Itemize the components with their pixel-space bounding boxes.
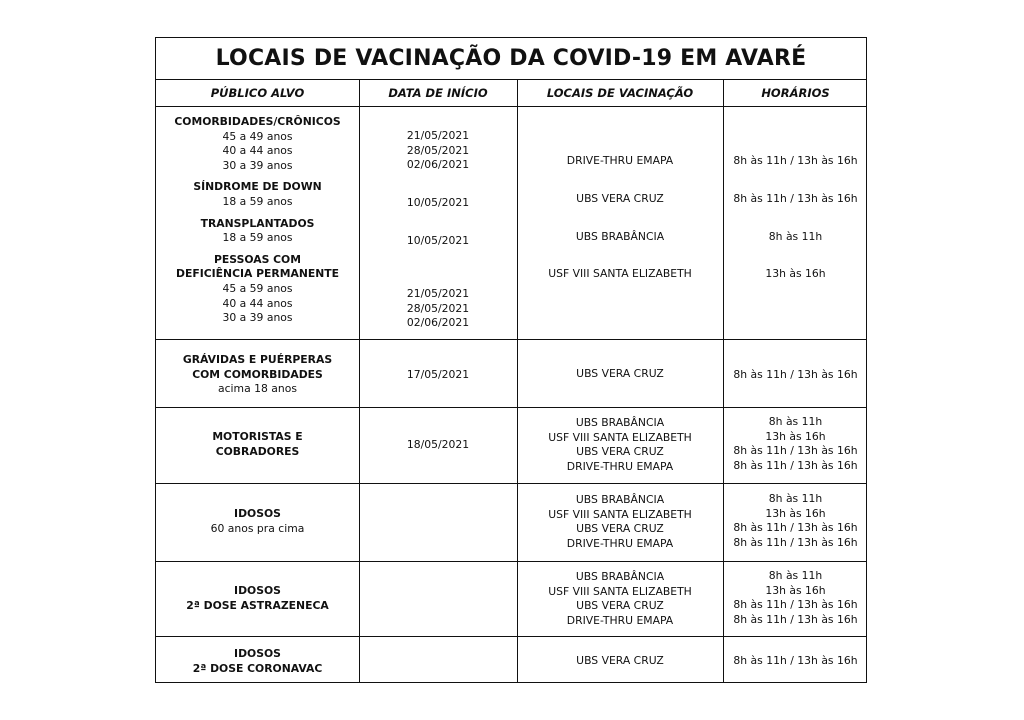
- age-range: 30 a 39 anos: [222, 311, 293, 325]
- location: [517, 267, 723, 282]
- location: DRIVE-THRU EMAPA: [566, 613, 674, 627]
- schedule: 8h às 11h / 13h às 16h: [733, 612, 858, 626]
- header-publico-alvo: PÚBLICO ALVO: [210, 86, 305, 100]
- schedule: [723, 368, 868, 383]
- schedule: [723, 154, 868, 169]
- age-range: 40 a 44 anos: [222, 296, 293, 310]
- start-date: 28/05/2021: [406, 301, 470, 315]
- location: UBS BRABÂNCIA: [575, 570, 665, 583]
- schedule-list: [723, 569, 868, 627]
- row-divider: [156, 561, 866, 562]
- start-date: [359, 196, 517, 211]
- location-text: UBS VERA CRUZ: [576, 192, 664, 205]
- schedule-text: 13h às 16h: [765, 267, 826, 280]
- schedule: 8h às 11h: [768, 492, 823, 505]
- location-list: [517, 493, 723, 551]
- group-label: TRANSPLANTADOS: [200, 216, 315, 230]
- location: DRIVE-THRU EMAPA: [566, 536, 674, 550]
- start-date-text: 10/05/2021: [406, 196, 470, 209]
- schedule: [723, 192, 868, 207]
- age-range: 40 a 44 anos: [222, 144, 293, 158]
- group-label: PESSOAS COM: [214, 252, 301, 266]
- location: UBS VERA CRUZ: [576, 445, 664, 459]
- location-text: UBS VERA CRUZ: [576, 367, 664, 380]
- location-list: [517, 570, 723, 628]
- age-range: 30 a 39 anos: [222, 158, 293, 172]
- header-locais: LOCAIS DE VACINAÇÃO: [546, 86, 694, 100]
- schedule: 8h às 11h / 13h às 16h: [733, 521, 858, 535]
- schedule: 13h às 16h: [765, 506, 826, 520]
- age-range: acima 18 anos: [218, 382, 297, 396]
- location-text: UBS VERA CRUZ: [576, 654, 664, 667]
- group-label: DEFICIÊNCIA PERMANENTE: [175, 267, 340, 281]
- schedule: 8h às 11h / 13h às 16h: [733, 598, 858, 612]
- schedule: [723, 230, 868, 245]
- location: UBS VERA CRUZ: [576, 599, 664, 613]
- age-range: 18 a 59 anos: [222, 231, 293, 245]
- row-divider: [156, 407, 866, 408]
- publico-astrazeneca: [156, 584, 359, 613]
- start-date: 21/05/2021: [406, 287, 470, 300]
- publico-motoristas: [156, 430, 359, 459]
- age-range: 45 a 49 anos: [222, 129, 293, 143]
- publico-gravidas: [156, 353, 359, 397]
- header-horarios: HORÁRIOS: [761, 86, 830, 100]
- age-range: 60 anos pra cima: [210, 521, 305, 535]
- row-divider: [156, 483, 866, 484]
- start-date: [359, 368, 517, 383]
- group-label: COMORBIDADES/CRÔNICOS: [174, 115, 341, 128]
- group-label: IDOSOS: [234, 647, 281, 660]
- location: [517, 154, 723, 169]
- schedule-text: 8h às 11h / 13h às 16h: [733, 654, 858, 667]
- schedule-text: 8h às 11h / 13h às 16h: [733, 154, 858, 167]
- start-date-text: 10/05/2021: [406, 234, 470, 247]
- schedule-text: 8h às 11h / 13h às 16h: [733, 192, 858, 205]
- start-date: 21/05/2021: [406, 129, 470, 142]
- schedule-list: [723, 415, 868, 473]
- schedule: [723, 654, 868, 669]
- start-date: 02/06/2021: [406, 316, 470, 330]
- row-divider: [156, 636, 866, 637]
- location: UBS BRABÂNCIA: [575, 493, 665, 506]
- location: UBS BRABÂNCIA: [575, 416, 665, 429]
- group-label: COBRADORES: [215, 444, 300, 458]
- row-divider: [156, 106, 866, 107]
- location: USF VIII SANTA ELIZABETH: [548, 584, 692, 598]
- start-date-text: 17/05/2021: [406, 368, 470, 381]
- start-date: [359, 438, 517, 453]
- group-label: MOTORISTAS E: [212, 430, 303, 443]
- group-label: 2ª DOSE ASTRAZENECA: [186, 598, 329, 612]
- schedule: 8h às 11h / 13h às 16h: [733, 458, 858, 472]
- schedule: 8h às 11h / 13h às 16h: [733, 444, 858, 458]
- group-label: SÍNDROME DE DOWN: [193, 180, 322, 194]
- location-text: DRIVE-THRU EMAPA: [566, 154, 674, 167]
- group-label: IDOSOS: [234, 584, 281, 597]
- start-date: 02/06/2021: [406, 158, 470, 172]
- group-label: GRÁVIDAS E PUÉRPERAS: [182, 353, 333, 366]
- location-text: USF VIII SANTA ELIZABETH: [548, 267, 692, 280]
- schedule-list: [723, 492, 868, 550]
- location: DRIVE-THRU EMAPA: [566, 459, 674, 473]
- schedule: 8h às 11h: [768, 415, 823, 428]
- schedule-text: 8h às 11h / 13h às 16h: [733, 368, 858, 381]
- location-text: UBS BRABÂNCIA: [575, 230, 665, 243]
- publico-block-1: [156, 115, 359, 326]
- location: [517, 367, 723, 382]
- header-data-inicio: DATA DE INÍCIO: [388, 86, 488, 100]
- age-range: 45 a 59 anos: [222, 281, 293, 295]
- start-date: 28/05/2021: [406, 143, 470, 157]
- location: UBS VERA CRUZ: [576, 522, 664, 536]
- schedule: 13h às 16h: [765, 429, 826, 443]
- schedule: 8h às 11h / 13h às 16h: [733, 535, 858, 549]
- publico-coronavac: [156, 647, 359, 676]
- group-label: 2ª DOSE CORONAVAC: [192, 661, 323, 675]
- schedule-text: 8h às 11h: [768, 230, 823, 243]
- date-group: [359, 287, 517, 331]
- location-list: [517, 416, 723, 474]
- publico-idosos: [156, 507, 359, 536]
- age-range: 18 a 59 anos: [222, 194, 293, 208]
- row-divider: [156, 339, 866, 340]
- location: USF VIII SANTA ELIZABETH: [548, 430, 692, 444]
- location: USF VIII SANTA ELIZABETH: [548, 507, 692, 521]
- group-label: IDOSOS: [234, 507, 281, 520]
- date-group: [359, 129, 517, 173]
- location: [517, 230, 723, 245]
- start-date-text: 18/05/2021: [406, 438, 470, 451]
- location: [517, 654, 723, 669]
- group-label: COM COMORBIDADES: [192, 367, 323, 381]
- schedule: 13h às 16h: [765, 583, 826, 597]
- location: [517, 192, 723, 207]
- schedule: [723, 267, 868, 282]
- table-title: LOCAIS DE VACINAÇÃO DA COVID-19 EM AVARÉ: [156, 38, 866, 80]
- start-date: [359, 234, 517, 249]
- schedule: 8h às 11h: [768, 569, 823, 582]
- vaccination-table: [155, 37, 867, 683]
